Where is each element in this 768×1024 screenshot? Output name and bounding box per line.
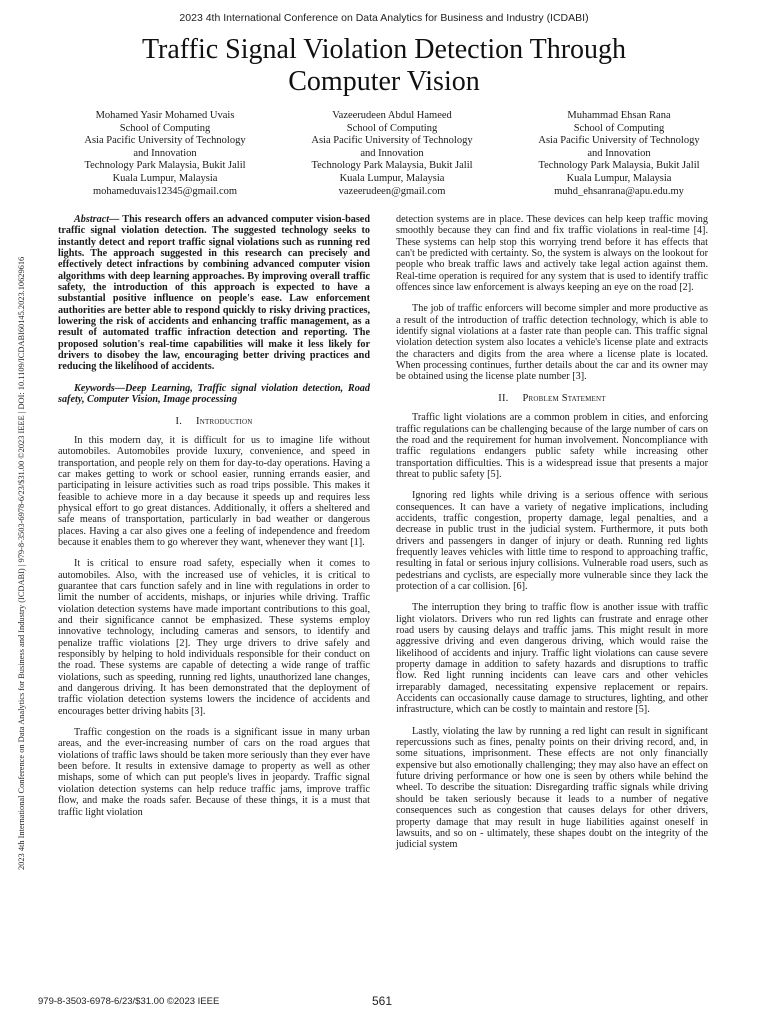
paragraph: In this modern day, it is difficult for us to imagine life without automobiles. Automobiles provide luxury, convenience, and speed in transportation, and people rely on them for day-to-day operations. Having a car makes getting to work or school easier, running errands easier, and participating in leisure activities such as road trips possible. This makes it feasible to achieve more in a day because it speeds up and requires less physical effort to go great distances. Additionally, it offers a sheltered and safe means of transportation, particularly in bad weather or dangerous places. Having a car also gives one a feeling of independence and freedom because it enables them to go wherever they want, whenever they want [1]. — [58, 434, 370, 548]
author-2 — [279, 110, 505, 198]
paper-title — [60, 34, 708, 98]
paragraph: Traffic light violations are a common problem in cities, and enforcing traffic regulations can be challenging because of the large number of cars on the road and the requirement for human involvement. Noncompliance with traffic regulations endangers public safety while increasing other transportation difficulties. This is a widespread issue that presents a major threat to public safety [5]. — [396, 412, 708, 480]
author-email: vazeerudeen@gmail.com — [338, 185, 446, 197]
author-3 — [506, 110, 732, 198]
section-title: Problem Statement — [522, 392, 606, 404]
author-name: Mohamed Yasir Mohamed Uvais — [95, 110, 235, 121]
author-city: Kuala Lumpur, Malaysia — [339, 172, 445, 184]
author-address: Technology Park Malaysia, Bukit Jalil — [311, 160, 473, 172]
author-university: Asia Pacific University of Technology — [311, 135, 473, 147]
author-city: Kuala Lumpur, Malaysia — [566, 172, 672, 184]
author-university: Asia Pacific University of Technology — [538, 135, 700, 147]
paragraph: Ignoring red lights while driving is a serious offence with serious consequences. It can have a variety of negative implications, including accidents, traffic congestion, property damage, legal penalties, and a decrease in public trust in the judicial system. Furthermore, it puts both drivers and passengers in danger of injury or death. Running red lights frequently leaves vehicles with little time to respond to approaching traffic, resulting in fatal or serious injury collisions. Vulnerable road users, such as pedestrians and cyclists, are especially more vulnerable since they lack the protection of a car collision. [6]. — [396, 490, 708, 592]
left-column — [58, 214, 370, 828]
author-school: School of Computing — [346, 122, 438, 134]
section-title: Introduction — [196, 415, 253, 427]
author-university: Asia Pacific University of Technology — [84, 135, 246, 147]
author-university-2: and Innovation — [133, 147, 197, 159]
author-university-2: and Innovation — [587, 147, 651, 159]
author-block — [52, 110, 732, 198]
paragraph: detection systems are in place. These devices can help keep traffic moving smoothly because they can find and fix traffic violations in real-time [4]. These systems can help stop this worrying trend before it has effects that can't be predicted with certainty. So, the system is always on the lookout for people who break traffic laws and actively take legal action against them. Real-time operation is required for any system that is used to identify traffic offences since law enforcement is always keeping an eye on the road [2]. — [396, 214, 708, 294]
author-1 — [52, 110, 278, 198]
section-number: II. — [498, 392, 509, 404]
author-university-2: and Innovation — [360, 147, 424, 159]
footer-copyright: 979-8-3503-6978-6/23/$31.00 ©2023 IEEE — [38, 996, 220, 1007]
doi-sidebar: 2023 4th International Conference on Data Analytics for Business and Industry (ICDABI) | 979-8-3503-6978-6/23/$31.00 ©2023 IEEE | DOI: 10.1109/ICDABI60145.2023.10629616 — [17, 256, 26, 870]
author-email: mohameduvais12345@gmail.com — [92, 185, 238, 197]
title-line-1: Traffic Signal Violation Detection Through — [141, 34, 627, 65]
author-school: School of Computing — [119, 122, 211, 134]
section-heading-problem-statement — [396, 393, 708, 404]
author-address: Technology Park Malaysia, Bukit Jalil — [538, 160, 700, 172]
section-number: I. — [175, 415, 183, 427]
abstract-lead: Abstract— — [74, 214, 120, 225]
section-heading-introduction — [58, 416, 370, 427]
author-city: Kuala Lumpur, Malaysia — [112, 172, 218, 184]
abstract — [58, 214, 370, 373]
paragraph: The job of traffic enforcers will become simpler and more productive as a result of the introduction of traffic detection technology, which is able to identify signal violations at a faster rate than people can. This traffic signal violation detection system also locates a vehicle's license plate and extracts the characters and digits from the area where a license plate is located. When processing continues, further details about the car and its owner may be obtained using the license plate number [3]. — [396, 303, 708, 383]
author-name: Muhammad Ehsan Rana — [567, 110, 671, 121]
abstract-text: This research offers an advanced computer vision-based traffic signal violation detection. The suggested technology seeks to instantly detect and report traffic signal violations such as running red lights. The approach suggested in this research can precisely and effectively detect infractions by combining advanced computer vision algorithms with deep learning approaches. By improving overall traffic safety, the introduction of this approach is expected to have a substantial positive influence on people's ease. Law enforcement authorities are better able to respond quickly to risky driving practices, lowering the risk of accidents and enhancing traffic management, as a result of automated traffic infraction detection and reporting. The proposed solution's real-time capabilities will make it less likely for drivers to disobey the law, encouraging better driving practices and reducing the likelihood of accidents. — [58, 214, 370, 373]
conference-header: 2023 4th International Conference on Data Analytics for Business and Industry (ICDABI) — [179, 12, 589, 24]
right-column — [396, 214, 708, 861]
author-address: Technology Park Malaysia, Bukit Jalil — [84, 160, 246, 172]
author-school: School of Computing — [573, 122, 665, 134]
paragraph: Lastly, violating the law by running a red light can result in significant repercussions such as fines, penalty points on their driving record, and, in some situations, imprisonment. These effects are not only financially expensive but also emotionally challenging; they may also have an effect on future driving performance or how one is seen by others while behind the wheel. To describe the situation: Disregarding traffic signals while driving should be taken seriously because it leads to a number of negative consequences such as congestion that causes delays for other drivers, property damage that may result in huge liabilities against oneself in lawsuits, and so on - ultimately, these shapes doubt on the integrity of the judicial system — [396, 725, 708, 851]
paragraph: Traffic congestion on the roads is a significant issue in many urban areas, and the ever-increasing number of cars on the road argues that violations of traffic laws should be taken more seriously than they ever have been before. It results in extensive damage to property as well as other mishaps, some of which can put people's lives in jeopardy. Traffic signal violation detection systems can help reduce traffic jams, improve traffic flow, and make the roads safer. Because of these things, it is a must that traffic light violation — [58, 727, 370, 818]
paragraph: The interruption they bring to traffic flow is another issue with traffic light violators. Drivers who run red lights can frustrate and enrage other road users by causing delays and traffic jams. This might result in more aggressive driving and even dangerous driving, which would raise the likelihood of accidents and injury. Traffic light violations can cause severe property damage in addition to safety hazards and disruptions to traffic flow. Red light running incidents can leave cars and other vehicles irreparably damaged, necessitating expensive replacement or repairs. Accidents can occasionally cause damage to structures, lighting, and other infrastructure, which can be costly to maintain and restore [5]. — [396, 602, 708, 716]
author-name: Vazeerudeen Abdul Hameed — [332, 110, 452, 121]
page-number: 561 — [372, 994, 393, 1008]
title-line-2: Computer Vision — [288, 66, 480, 97]
keywords: Keywords—Deep Learning, Traffic signal violation detection, Road safety, Computer Vision, Image processing — [58, 382, 370, 406]
paragraph: It is critical to ensure road safety, especially when it comes to automobiles. Also, with the increased use of vehicles, it is critical to guarantee that cars function safely and in line with regulations in order to limit the number of accidents, mishaps, or injuries while driving. Traffic violation detection systems have made important contributions to this goal, and their significance cannot be emphasized. These systems employ innovative technology, including cameras and sensors, to identify and penalize traffic violations [2]. They urge drivers to drive safely and responsibly by helping to hold individuals responsible for their conduct on the road. These systems are capable of detecting a wide range of traffic violations, such as speeding, running red lights, unauthorized lane changes, and dangerous driving. It has been demonstrated that the deployment of traffic violation detection systems lowers the incidence of accidents and encourages better driving habits [3]. — [58, 558, 370, 717]
author-email: muhd_ehsanrana@apu.edu.my — [554, 185, 684, 197]
